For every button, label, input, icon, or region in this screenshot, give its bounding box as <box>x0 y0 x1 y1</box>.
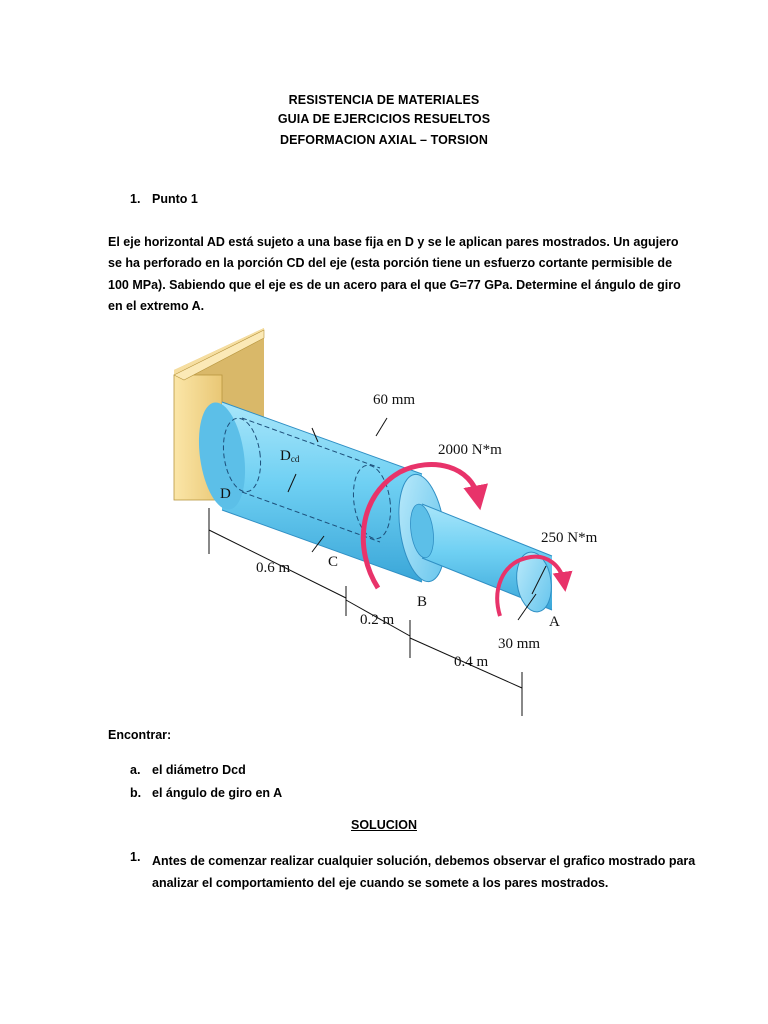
problem-title: Punto 1 <box>152 192 198 206</box>
label-point-d: D <box>220 486 231 502</box>
header-line-2: GUIA DE EJERCICIOS RESUELTOS <box>277 112 491 126</box>
statement-line: El eje horizontal AD está sujeto a una base fija en D y se le aplican pares mostrados. Un agujero <box>108 235 679 249</box>
find-label: Encontrar: <box>108 728 172 742</box>
problem-statement <box>108 232 681 317</box>
list-item-text: el ángulo de giro en A <box>152 786 283 800</box>
label-point-c: C <box>328 554 339 570</box>
solution-heading: SOLUCION <box>351 818 417 832</box>
solution-line: analizar el comportamiento del eje cuando se somete a los pares mostrados. <box>152 876 609 890</box>
label-dcd: Dcd <box>280 448 300 464</box>
label-torque-250: 250 N*m <box>541 530 598 546</box>
label-0-4m: 0.4 m <box>454 654 489 670</box>
header-line-3: DEFORMACION AXIAL – TORSION <box>279 133 489 147</box>
label-60mm: 60 mm <box>373 392 416 408</box>
header-line-1: RESISTENCIA DE MATERIALES <box>288 93 480 107</box>
solution-line: Antes de comenzar realizar cualquier solución, debemos observar el grafico mostrado para <box>152 854 696 868</box>
problem-number: 1. <box>130 192 141 206</box>
label-0-2m: 0.2 m <box>360 612 395 628</box>
shaft-diagram <box>160 320 600 730</box>
solution-step-text <box>152 850 696 894</box>
list-marker: a. <box>130 763 141 777</box>
statement-line: en el extremo A. <box>108 298 205 313</box>
label-torque-2000: 2000 N*m <box>438 442 502 458</box>
find-item-a <box>130 763 246 777</box>
shaft-large-segment <box>193 399 452 584</box>
find-item-b <box>130 786 282 800</box>
label-point-a: A <box>549 614 560 630</box>
list-item-text: el diámetro Dcd <box>152 763 246 777</box>
label-0-6m: 0.6 m <box>256 560 291 576</box>
list-marker: b. <box>130 786 142 800</box>
statement-line: se ha perforado en la porción CD del eje (esta porción tiene un esfuerzo cortante permisible de <box>108 256 673 271</box>
label-point-b: B <box>417 594 428 610</box>
statement-line: 100 MPa). Sabiendo que el eje es de un acero para el que G=77 GPa. Determine el ángulo de giro <box>108 277 681 292</box>
shaft-figure <box>160 320 600 730</box>
solution-step-number: 1. <box>130 850 141 864</box>
label-30mm: 30 mm <box>498 636 541 652</box>
